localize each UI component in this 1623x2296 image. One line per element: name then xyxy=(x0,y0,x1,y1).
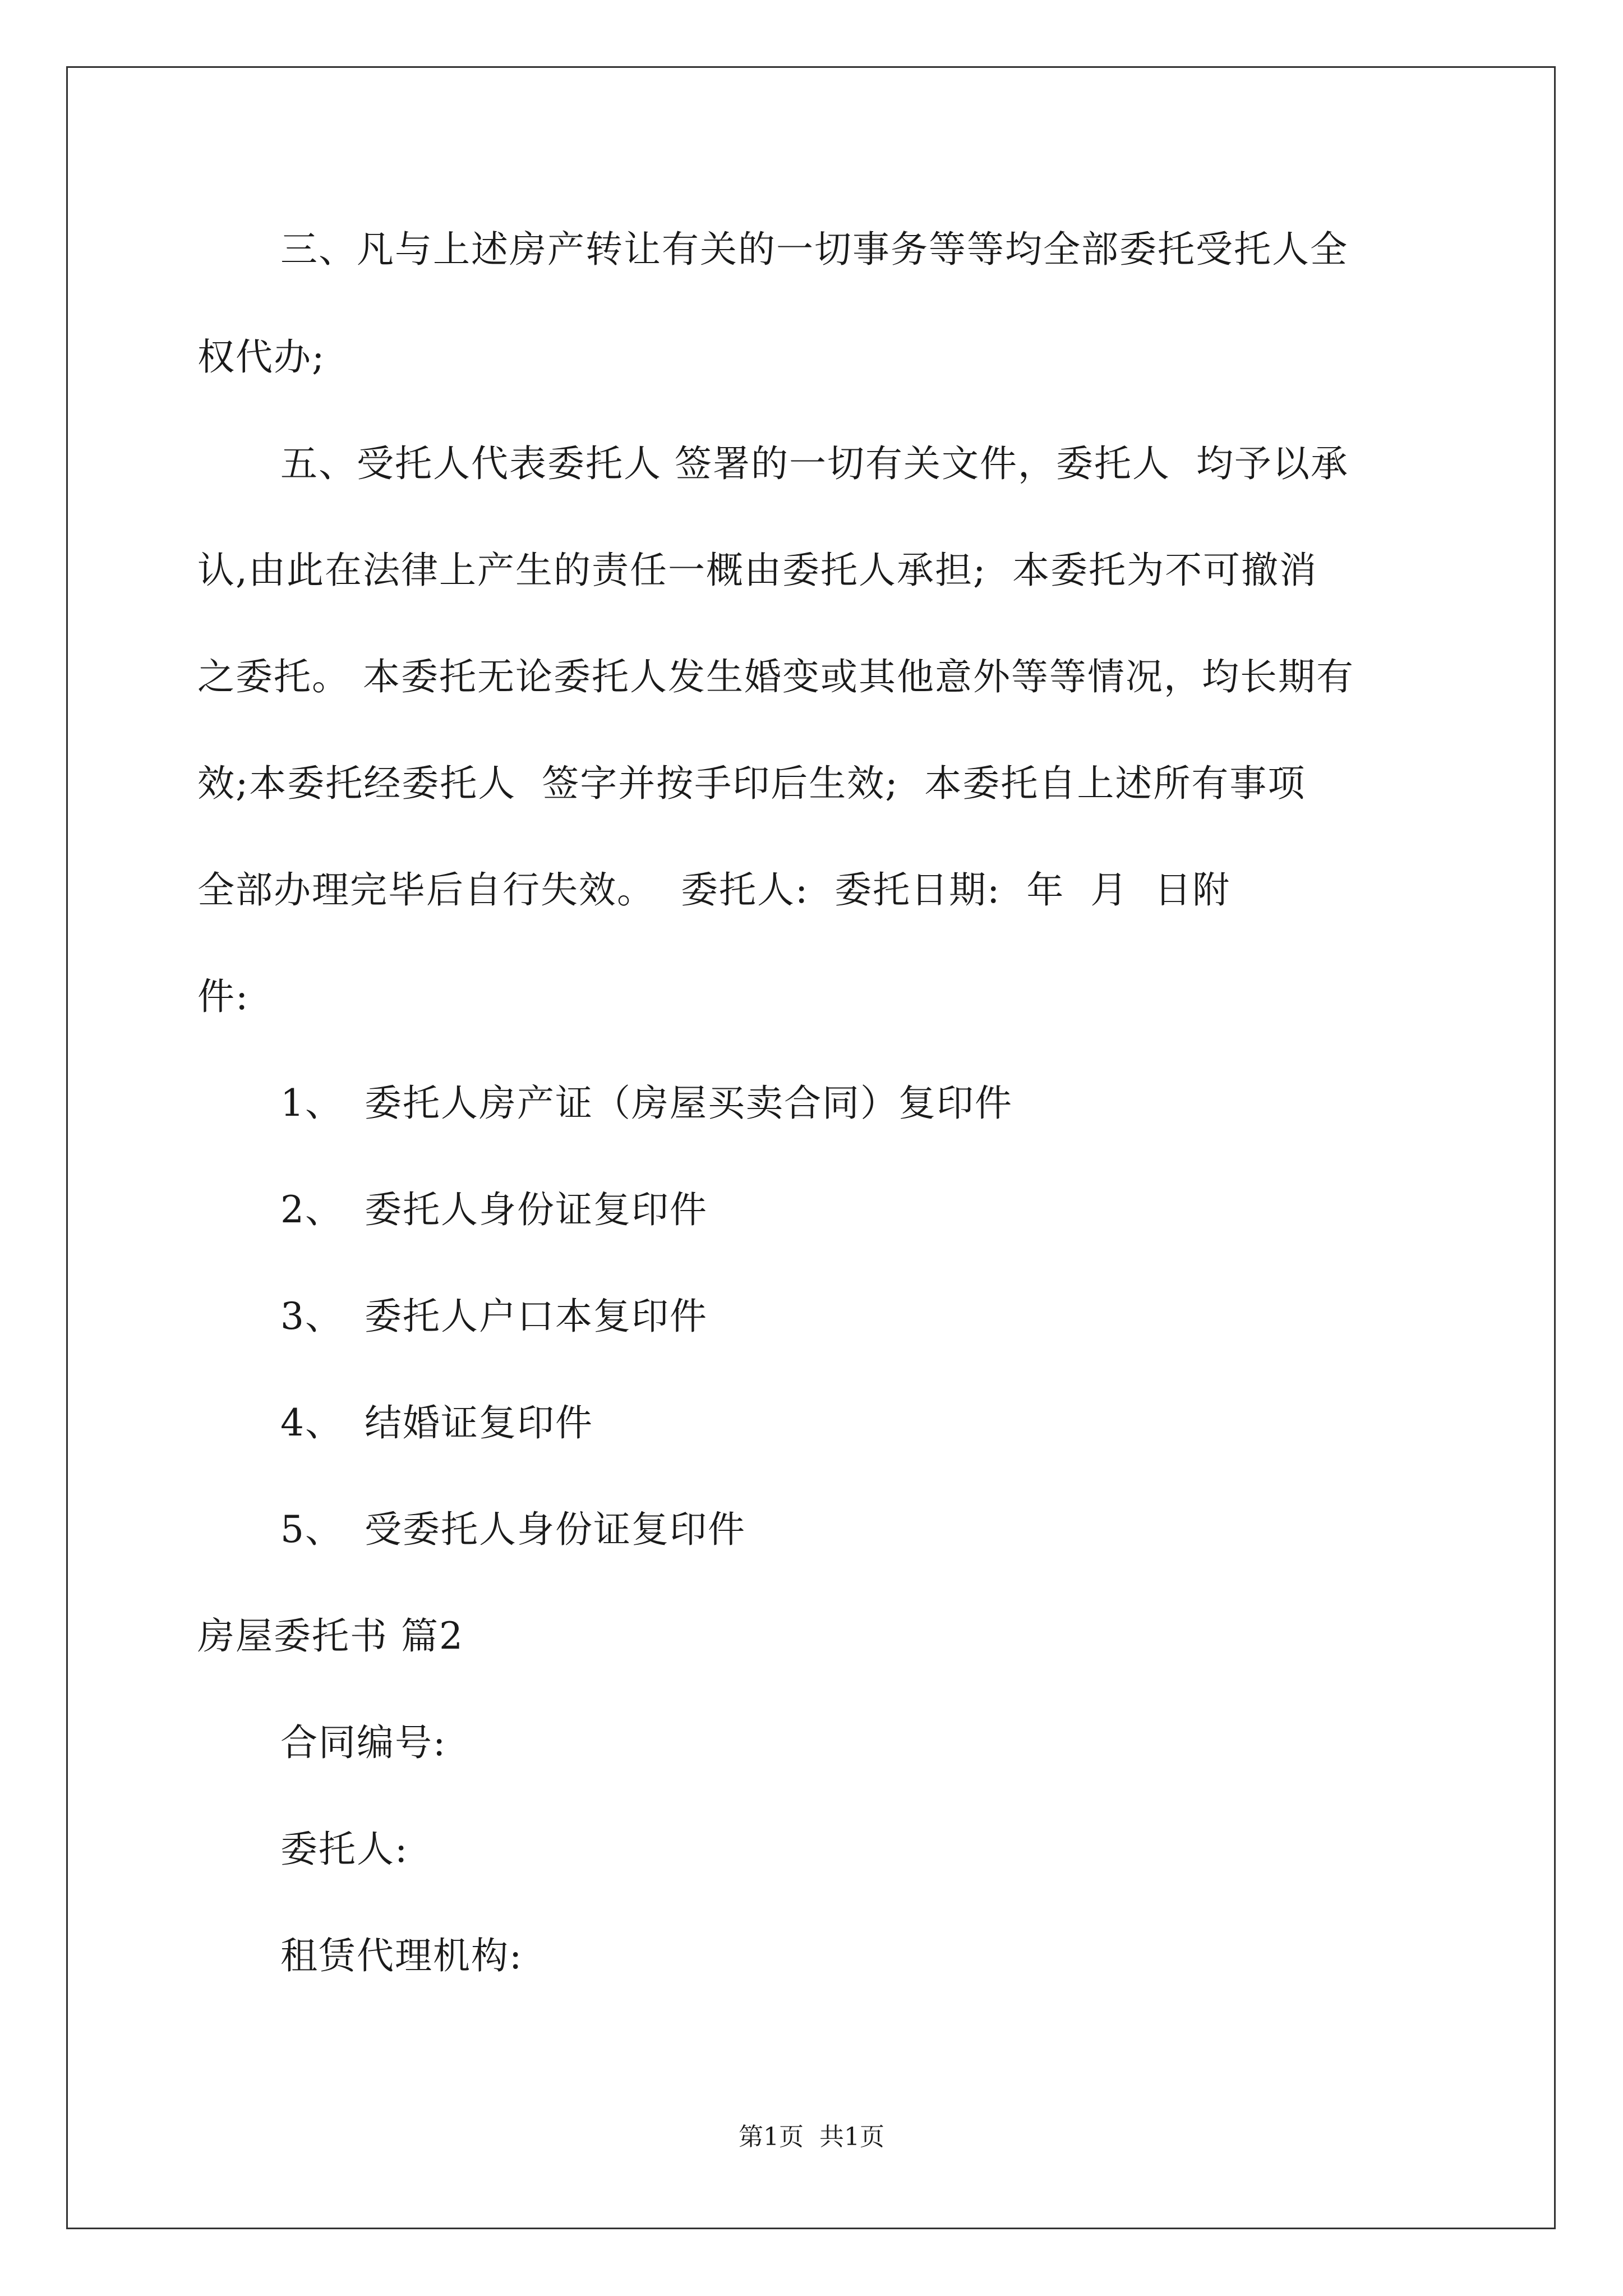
list-item-number: 3、 xyxy=(280,1295,343,1338)
paragraph-five-line-5: 全部办理完毕后自行失效。 委托人: 委托日期: 年 月 日附 xyxy=(197,868,1231,912)
page-footer: 第1页 共1页 xyxy=(739,2123,884,2151)
list-item-text: 结婚证复印件 xyxy=(365,1401,593,1444)
list-item-text: 委托人身份证复印件 xyxy=(365,1188,708,1231)
paragraph-five-line-3: 之委托。 本委托无论委托人发生婚变或其他意外等等情况，均长期有 xyxy=(197,655,1354,698)
list-item xyxy=(280,1188,708,1232)
paragraph-three-line-2: 权代办; xyxy=(197,335,326,379)
paragraph-five-line-6: 件: xyxy=(197,975,250,1018)
list-item-number: 5、 xyxy=(280,1508,343,1551)
field-rental-agency: 租赁代理机构: xyxy=(280,1934,523,1977)
paragraph-five-line-4: 效;本委托经委托人 签字并按手印后生效; 本委托自上述所有事项 xyxy=(197,762,1306,805)
list-item-text: 受委托人身份证复印件 xyxy=(365,1508,746,1551)
list-item-text: 委托人户口本复印件 xyxy=(365,1295,708,1338)
list-item-number: 2、 xyxy=(280,1188,343,1231)
paragraph-three-line-1: 三、凡与上述房产转让有关的一切事务等等均全部委托受托人全 xyxy=(280,228,1348,271)
list-item-number: 1、 xyxy=(280,1082,343,1125)
list-item xyxy=(280,1081,1013,1126)
paragraph-five-line-2: 认,由此在法律上产生的责任一概由委托人承担; 本委托为不可撤消 xyxy=(197,549,1318,592)
list-item xyxy=(280,1401,593,1446)
list-item xyxy=(280,1294,708,1339)
field-principal: 委托人: xyxy=(280,1828,409,1871)
list-item xyxy=(280,1507,746,1552)
list-item-text: 委托人房产证（房屋买卖合同）复印件 xyxy=(365,1082,1013,1125)
paragraph-five-line-1: 五、受托人代表委托人 签署的一切有关文件，委托人 均予以承 xyxy=(280,442,1349,485)
list-item-number: 4、 xyxy=(280,1401,343,1444)
page-border xyxy=(66,66,1556,2229)
field-contract-number: 合同编号: xyxy=(280,1721,447,1764)
section-title: 房屋委托书 篇2 xyxy=(197,1614,464,1658)
